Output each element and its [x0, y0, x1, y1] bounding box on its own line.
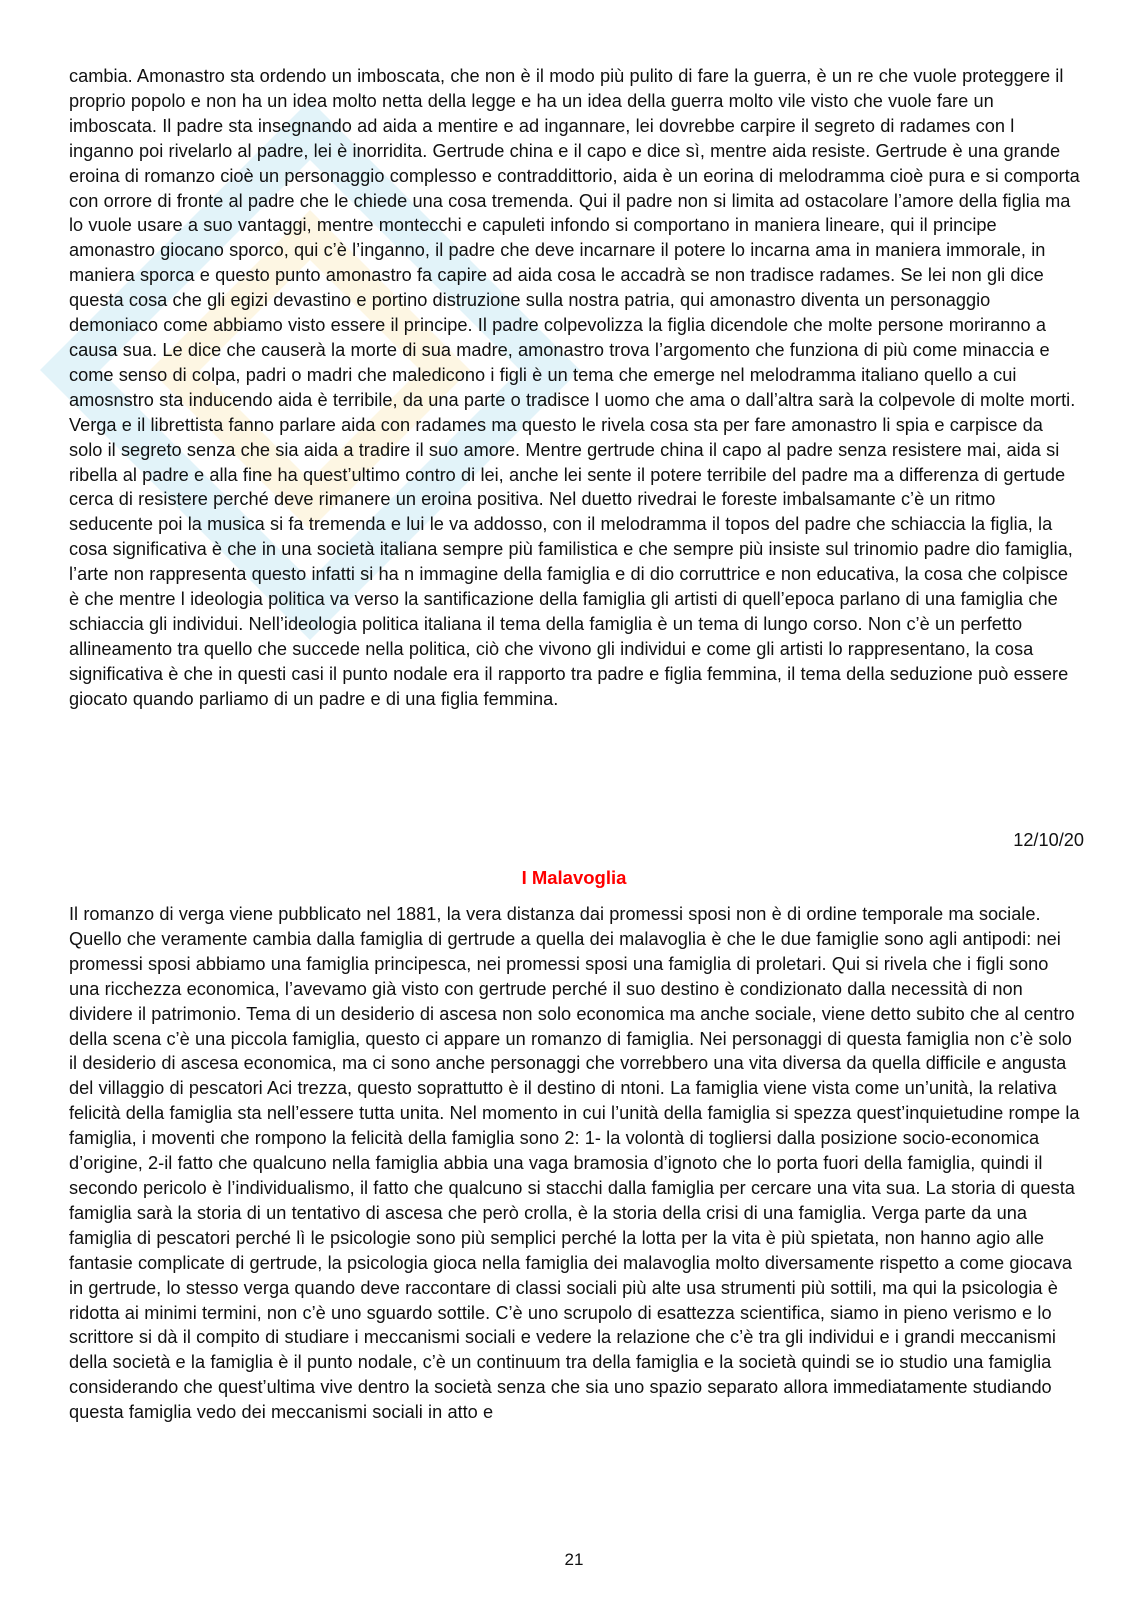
page-number: 21 — [564, 1550, 584, 1569]
body-paragraph-1: cambia. Amonastro sta ordendo un imboscata, che non è il modo più pulito di fare la guerra, è un re che vuole proteggere il proprio popolo e non ha un idea molto netta della legge e ha un idea della guerra molto vile visto che vuole fare un imboscata. Il padre sta insegnando ad aida a mentire e ad ingannare, lei dovrebbe carpire il segreto di radames con l inganno poi rivelarlo al padre, lei è inorridita. Gertrude china e il capo e dice sì, mentre aida resiste. Gertrude è una grande eroina di romanzo cioè un personaggio complesso e contraddittorio, aida è un eorina di melodramma cioè pura e si comporta con orrore di fronte al padre che le chiede una cosa tremenda. Qui il padre non si limita ad ostacolare l’amore della figlia ma lo vuole usare a suo vantaggi, mentre montecchi e capuleti infondo si comportano in maniera lineare, qui il principe amonastro giocano sporco, qui c’è l’inganno, il padre che deve incarnare il potere lo incarna ama in maniera immorale, in maniera sporca e questo punto amonastro fa capire ad aida cosa le accadrà se non tradisce radames. Se lei non gli dice questa cosa che gli egizi devastino e portino distruzione sulla nostra patria, qui amonastro diventa un personaggio demoniaco come abbiamo visto essere il principe. Il padre colpevolizza la figlia dicendole che molte persone moriranno a causa sua. Le dice che causerà la morte di sua madre, amonastro trova l’argomento che funziona di più come minaccia e come senso di colpa, padri o madri che maledicono i figli è un tema che emerge nel melodramma italiano quello a cui amosnstro sta inducendo aida è terribile, da una parte o tradisce l uomo che ama o dall’altra sarà la colpevole di molte morti. Verga e il librettista fanno parlare aida con radames ma questo le rivela cosa sta per fare amonastro li spia e carpisce da solo il segreto senza che sia aida a tradire il suo amore. Mentre gertrude china il capo al padre senza resistere mai, aida si ribella al padre e alla fine ha quest’ultimo contro di lei, anche lei sente il potere terribile del padre ma a differenza di gertude cerca di resistere perché deve rimanere un eroina positiva. Nel duetto rivedrai le foreste imbalsamante c’è un ritmo seducente poi la musica si fa tremenda e lui le va addosso, con il melodramma il topos del padre che schiaccia la figlia, la cosa significativa è che in una società italiana sempre più familistica e che sempre più insiste sul trinomio padre dio famiglia, l’arte non rappresenta questo infatti si ha n immagine della famiglia e di dio corruttrice e non educativa, la cosa che colpisce è che mentre l ideologia politica va verso la santificazione della famiglia gli artisti di quell’epoca parlano di una famiglia che schiaccia gli individui. Nell’ideologia politica italiana il tema della famiglia è un tema di lungo corso. Non c’è un perfetto allineamento tra quello che succede nella politica, ciò che vivono gli individui e come gli artisti lo rappresentano, la cosa significativa è che in questi casi il punto nodale era il rapporto tra padre e figlia femmina, il tema della seduzione può essere giocato quando parliamo di un padre e di una figlia femmina. — [69, 66, 1080, 709]
body-paragraph-2: Il romanzo di verga viene pubblicato nel 1881, la vera distanza dai promessi sposi non è di ordine temporale ma sociale. Quello che veramente cambia dalla famiglia di gertrude a quella dei malavoglia è che le due famiglie sono agli antipodi: nei promessi sposi abbiamo una famiglia principesca, nei promessi sposi una famiglia di proletari. Qui si rivela che i figli sono una ricchezza economica, l’avevamo già visto con gertrude perché il suo destino è condizionato dalla necessità di non dividere il patrimonio. Tema di un desiderio di ascesa non solo economica ma anche sociale, viene detto subito che al centro della scena c’è una piccola famiglia, questo ci appare un romanzo di famiglia. Nei personaggi di questa famiglia non c’è solo il desiderio di ascesa economica, ma ci sono anche personaggi che vorrebbero una vita diversa da quella difficile e angusta del villaggio di pescatori Aci trezza, questo soprattutto è il destino di ntoni. La famiglia viene vista come un’unità, la relativa felicità della famiglia sta nell’essere tutta unita. Nel momento in cui l’unità della famiglia si spezza quest’inquietudine rompe la famiglia, i moventi che rompono la felicità della famiglia sono 2: 1- la volontà di togliersi dalla posizione socio-economica d’origine, 2-il fatto che qualcuno nella famiglia abbia una vaga bramosia d’ignoto che lo porta fuori della famiglia, quindi il secondo pericolo è l’individualismo, il fatto che qualcuno si stacchi dalla famiglia per cercare una vita sua. La storia di questa famiglia sarà la storia di un tentativo di ascesa che però crolla, è la storia della crisi di una famiglia. Verga parte da una famiglia di pescatori perché lì le psicologie sono più semplici perché la lotta per la vita è più spietata, non hanno agio alle fantasie complicate di gertrude, la psicologia gioca nella famiglia dei malavoglia molto diversamente rispetto a come giocava in gertrude, lo stesso verga quando deve raccontare di classi sociali più alte usa strumenti più sottili, ma qui la psicologia è ridotta ai minimi termini, non c’è uno sguardo sottile. C’è uno scrupolo di esattezza scientifica, siamo in pieno verismo e lo scrittore si dà il compito di studiare i meccanismi sociali e vedere la relazione che c’è tra gli individui e i grandi meccanismi della società e la famiglia è il punto nodale, c’è un continuum tra della famiglia e la società quindi se io studio una famiglia considerando che quest’ultima vive dentro la società senza che sia uno spazio separato allora immediatamente studiando questa famiglia vedo dei meccanismi sociali in atto e — [69, 904, 1080, 1423]
section-title: I Malavoglia — [521, 867, 627, 888]
lecture-date: 12/10/20 — [1013, 830, 1084, 850]
